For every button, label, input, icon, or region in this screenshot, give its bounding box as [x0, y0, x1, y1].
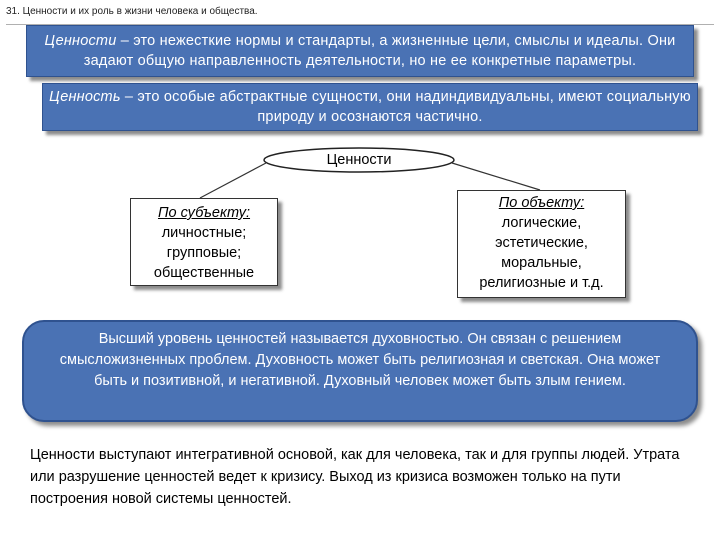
conclusion-text: Ценности выступают интегративной основой, как для человека, так и для группы людей. Утрата или разрушение ценностей ведет к кризису. Выход из кризиса возможен только на пути построения новой системы ценностей.: [30, 447, 680, 507]
by-object-item: моральные,: [501, 255, 582, 271]
definition-values-term: Ценности: [44, 33, 117, 49]
by-subject-item: групповые;: [166, 245, 242, 261]
connector-to-subject: [200, 163, 266, 198]
spirituality-box: [22, 320, 698, 422]
by-object-item: логические,: [501, 215, 582, 231]
connector-to-object: [452, 163, 540, 190]
by-subject-box: [130, 198, 278, 286]
definition-value-term: Ценность: [49, 89, 121, 105]
by-object-item: религиозные и т.д.: [479, 275, 604, 291]
by-subject-heading: По субъекту:: [157, 205, 251, 221]
spirituality-text: Высший уровень ценностей называется духовностью. Он связан с решением смысложизненных проблем. Духовность может быть религиозная и светская. Она может быть и позитивной, и негативной. Духовный человек может быть злым гением.: [59, 331, 661, 389]
by-subject-item: личностные;: [161, 225, 247, 241]
by-subject-item: общественные: [153, 265, 255, 281]
center-node-label: Ценности: [326, 152, 392, 168]
definition-value-text: – это особые абстрактные сущности, они надиндивидуальны, имеют социальную природу и осознаются частично.: [120, 89, 691, 125]
by-object-item: эстетические,: [495, 235, 588, 251]
by-object-heading: По объекту:: [498, 195, 585, 211]
by-object-box: [457, 190, 626, 298]
definition-values-text: – это нежесткие нормы и стандарты, а жизненные цели, смыслы и идеалы. Они задают общую направленность деятельности, но не ее конкретные параметры.: [83, 33, 676, 69]
slide-title: 31. Ценности и их роль в жизни человека и общества.: [6, 4, 714, 25]
